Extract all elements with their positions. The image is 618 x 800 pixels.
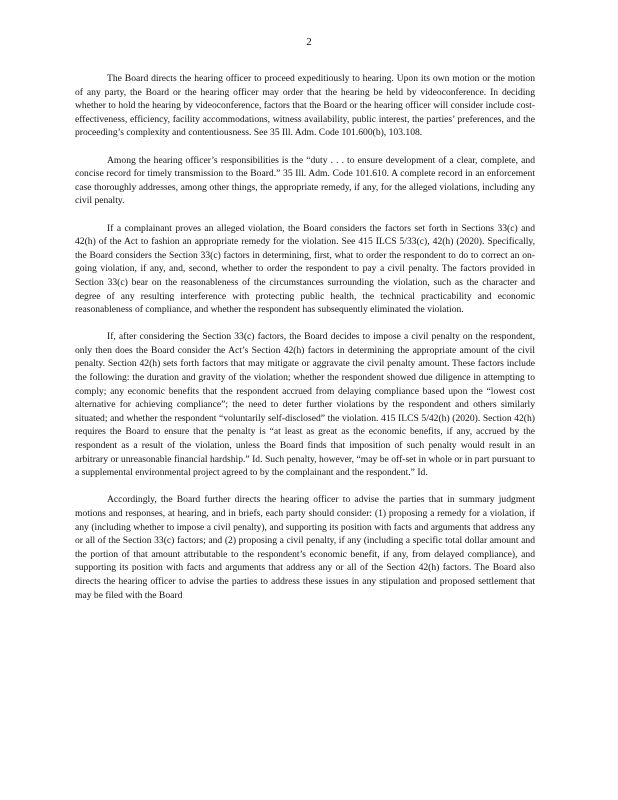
document-body [75,72,535,616]
paragraph-section-33c: If a complainant proves an alleged violation, the Board considers the factors set forth in Sections 33(c) and 42(h) of the Act to fashion an appropriate remedy for the violation. See 415 ILCS 5/33(c), 42(h) (2020). Specifically, the Board considers the Section 33(c) factors in determining, first, what to order the respondent to do to correct an on-going violation, if any, and, second, whether to order the respondent to pay a civil penalty. The factors provided in Section 33(c) bear on the reasonableness of the circumstances surrounding the violation, such as the character and degree of any resulting interference with protecting public health, the technical practicability and economic reasonableness of compliance, and whether the respondent has subsequently eliminated the violation. [75,222,535,316]
paragraph-section-42h: If, after considering the Section 33(c) factors, the Board decides to impose a civil penalty on the respondent, only then does the Board consider the Act’s Section 42(h) factors in determining the appropriate amount of the civil penalty. Section 42(h) sets forth factors that may mitigate or aggravate the civil penalty amount. These factors include the following: the duration and gravity of the violation; whether the respondent showed due diligence in attempting to comply; any economic benefits that the respondent accrued from delaying compliance based upon the “lowest cost alternative for achieving compliance”; the need to deter further violations by the respondent and others similarly situated; and whether the respondent “voluntarily self-disclosed” the violation. 415 ILCS 5/42(h) (2020). Section 42(h) requires the Board to ensure that the penalty is “at least as great as the economic benefits, if any, accrued by the respondent as a result of the violation, unless the Board finds that imposition of such penalty would result in an arbitrary or unreasonable financial hardship.” Id. Such penalty, however, “may be off-set in whole or in part pursuant to a supplemental environmental project agreed to by the complainant and the respondent.” Id. [75,331,535,479]
paragraph-party-instructions: Accordingly, the Board further directs the hearing officer to advise the parties that in summary judgment motions and responses, at hearing, and in briefs, each party should consider: (1) proposing a remedy for a violation, if any (including whether to impose a civil penalty), and supporting its position with facts and arguments that address any or all of the Section 33(c) factors; and (2) proposing a civil penalty, if any (including a specific total dollar amount and the portion of that amount attributable to the respondent’s economic benefit, if any, from delayed compliance), and supporting its position with facts and arguments that address any or all of the Section 42(h) factors. The Board also directs the hearing officer to advise the parties to address these issues in any stipulation and proposed settlement that may be filed with the Board [75,494,535,601]
paragraph-hearing-officer-duties: Among the hearing officer’s responsibilities is the “duty . . . to ensure development of a clear, complete, and concise record for timely transmission to the Board.” 35 Ill. Adm. Code 101.610. A complete record in an enforcement case thoroughly addresses, among other things, the appropriate remedy, if any, for the alleged violations, including any civil penalty. [75,154,535,207]
page-number: 2 [306,36,312,48]
paragraph-hearing-directive: The Board directs the hearing officer to proceed expeditiously to hearing. Upon its own motion or the motion of any party, the Board or the hearing officer may order that the hearing be held by videoconference. In deciding whether to hold the hearing by videoconference, factors that the Board or the hearing officer will consider include cost-effectiveness, efficiency, facility accommodations, witness availability, public interest, the parties’ preferences, and the proceeding’s complexity and contentiousness. See 35 Ill. Adm. Code 101.600(b), 103.108. [75,73,535,139]
